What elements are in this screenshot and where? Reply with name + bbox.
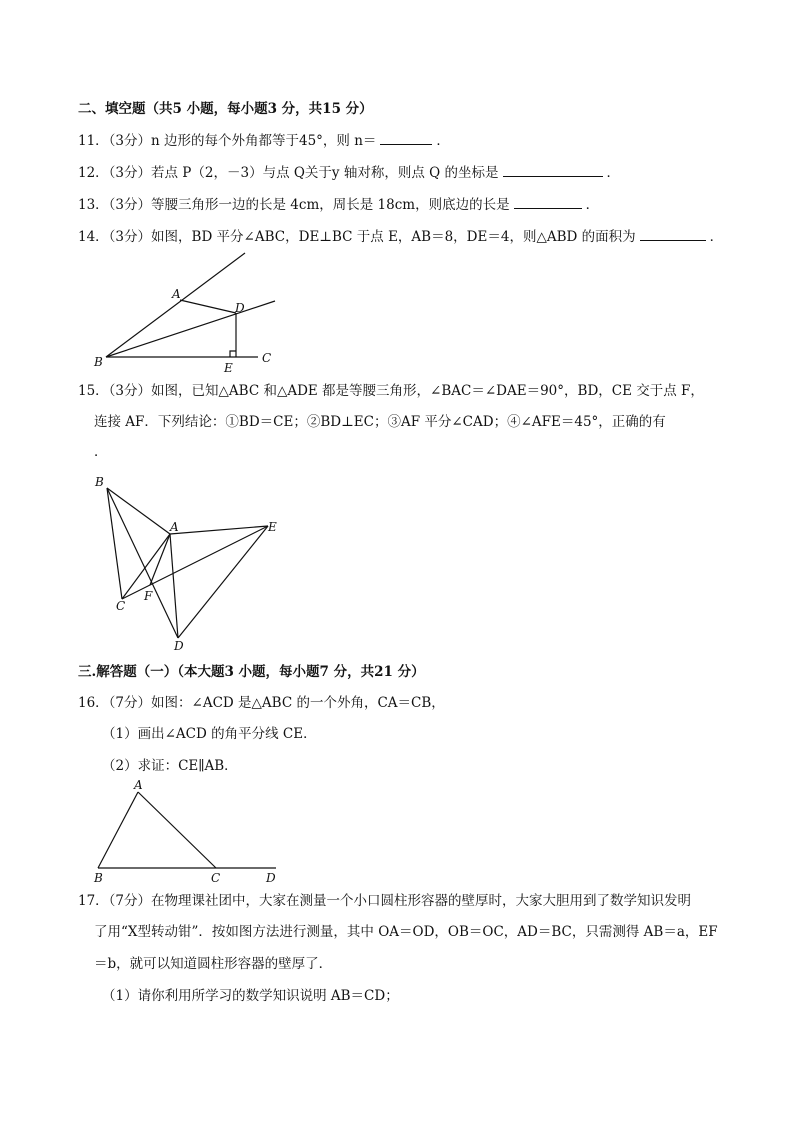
segment-ac — [138, 792, 216, 868]
question-17-line-2: 了用“X型转动钳”．按如图方法进行测量，其中 OA＝OD，OB＝OC，AD＝BC，只需测得 AB＝a，EF — [94, 924, 718, 940]
label-e: E — [224, 361, 233, 375]
label-d: D — [266, 871, 276, 885]
question-12-tail: ． — [606, 165, 620, 181]
label-b: B — [94, 355, 103, 369]
question-17-part-1: （1）请你利用所学习的数学知识说明 AB＝CD； — [102, 988, 399, 1004]
question-14-tail: ． — [709, 229, 724, 245]
question-15-line-2: 连接 AF．下列结论：①BD＝CE；②BD⊥EC；③AF 平分∠CAD；④∠AFE＝45°，正确的有 — [94, 414, 666, 430]
question-16-part-2: （2）求证：CE∥AB． — [102, 758, 238, 774]
question-16-stem: 16．（7分）如图：∠ACD 是△ABC 的一个外角，CA＝CB， — [78, 695, 445, 711]
question-11-tail: ． — [436, 133, 450, 149]
question-13-tail: ． — [585, 197, 600, 213]
section-2-title: 二、填空题（共5 小题，每小题3 分，共15 分） — [78, 101, 373, 117]
answer-blank-14[interactable] — [640, 226, 706, 241]
question-17-line-1: 17．（7分）在物理课社团中，大家在测量一个小口圆柱形容器的壁厚时，大家大胆用到了数学知识发明 — [78, 893, 692, 909]
question-13-stem: 13．（3分）等腰三角形一边的长是 4cm，周长是 18cm，则底边的长是 — [78, 197, 510, 213]
label-a: A — [170, 520, 179, 534]
question-12 — [78, 162, 620, 183]
question-14-stem: 14．（3分）如图，BD 平分∠ABC，DE⊥BC 于点 E，AB＝8，DE＝4，则△ABD 的面积为 — [78, 229, 636, 245]
answer-blank-11[interactable] — [380, 130, 432, 145]
question-15-line-3: ． — [94, 444, 108, 460]
question-16-part-1: （1）画出∠ACD 的角平分线 CE． — [102, 726, 317, 742]
label-c: C — [211, 871, 221, 885]
question-11 — [78, 130, 450, 151]
label-b: B — [95, 475, 104, 489]
label-d: D — [174, 639, 184, 653]
ray-ba — [106, 253, 245, 357]
label-a: A — [134, 778, 143, 792]
segment-af — [150, 534, 170, 585]
ray-bd — [106, 301, 275, 357]
question-12-stem: 12．（3分）若点 P（2，－3）与点 Q关于y 轴对称，则点 Q 的坐标是 — [78, 165, 499, 181]
label-a: A — [172, 287, 181, 301]
label-e: E — [268, 520, 277, 534]
answer-blank-13[interactable] — [514, 194, 582, 209]
right-angle-mark — [230, 351, 236, 357]
section-3-title: 三.解答题（一）（本大题3 小题，每小题7 分，共21 分） — [78, 664, 425, 680]
question-17-line-3: ＝b，就可以知道圆柱形容器的壁厚了． — [94, 956, 333, 972]
figure-q15 — [90, 472, 290, 652]
label-b: B — [94, 871, 103, 885]
segment-ed — [178, 526, 268, 638]
answer-blank-12[interactable] — [503, 162, 603, 177]
question-13 — [78, 194, 599, 215]
segment-ab — [98, 792, 138, 868]
segment-ad — [180, 300, 236, 313]
question-15-line-1: 15．（3分）如图，已知△ABC 和△ADE 都是等腰三角形，∠BAC＝∠DAE＝90°，BD，CE 交于点 F， — [78, 383, 704, 399]
question-14 — [78, 226, 723, 247]
segment-ba — [107, 488, 170, 534]
label-c: C — [116, 599, 126, 613]
label-f: F — [144, 589, 153, 603]
label-d: D — [235, 301, 245, 315]
figure-q14 — [90, 250, 290, 375]
figure-q16 — [90, 778, 290, 888]
label-c: C — [262, 351, 272, 365]
question-11-stem: 11．（3分）n 边形的每个外角都等于45°，则 n＝ — [78, 133, 377, 149]
